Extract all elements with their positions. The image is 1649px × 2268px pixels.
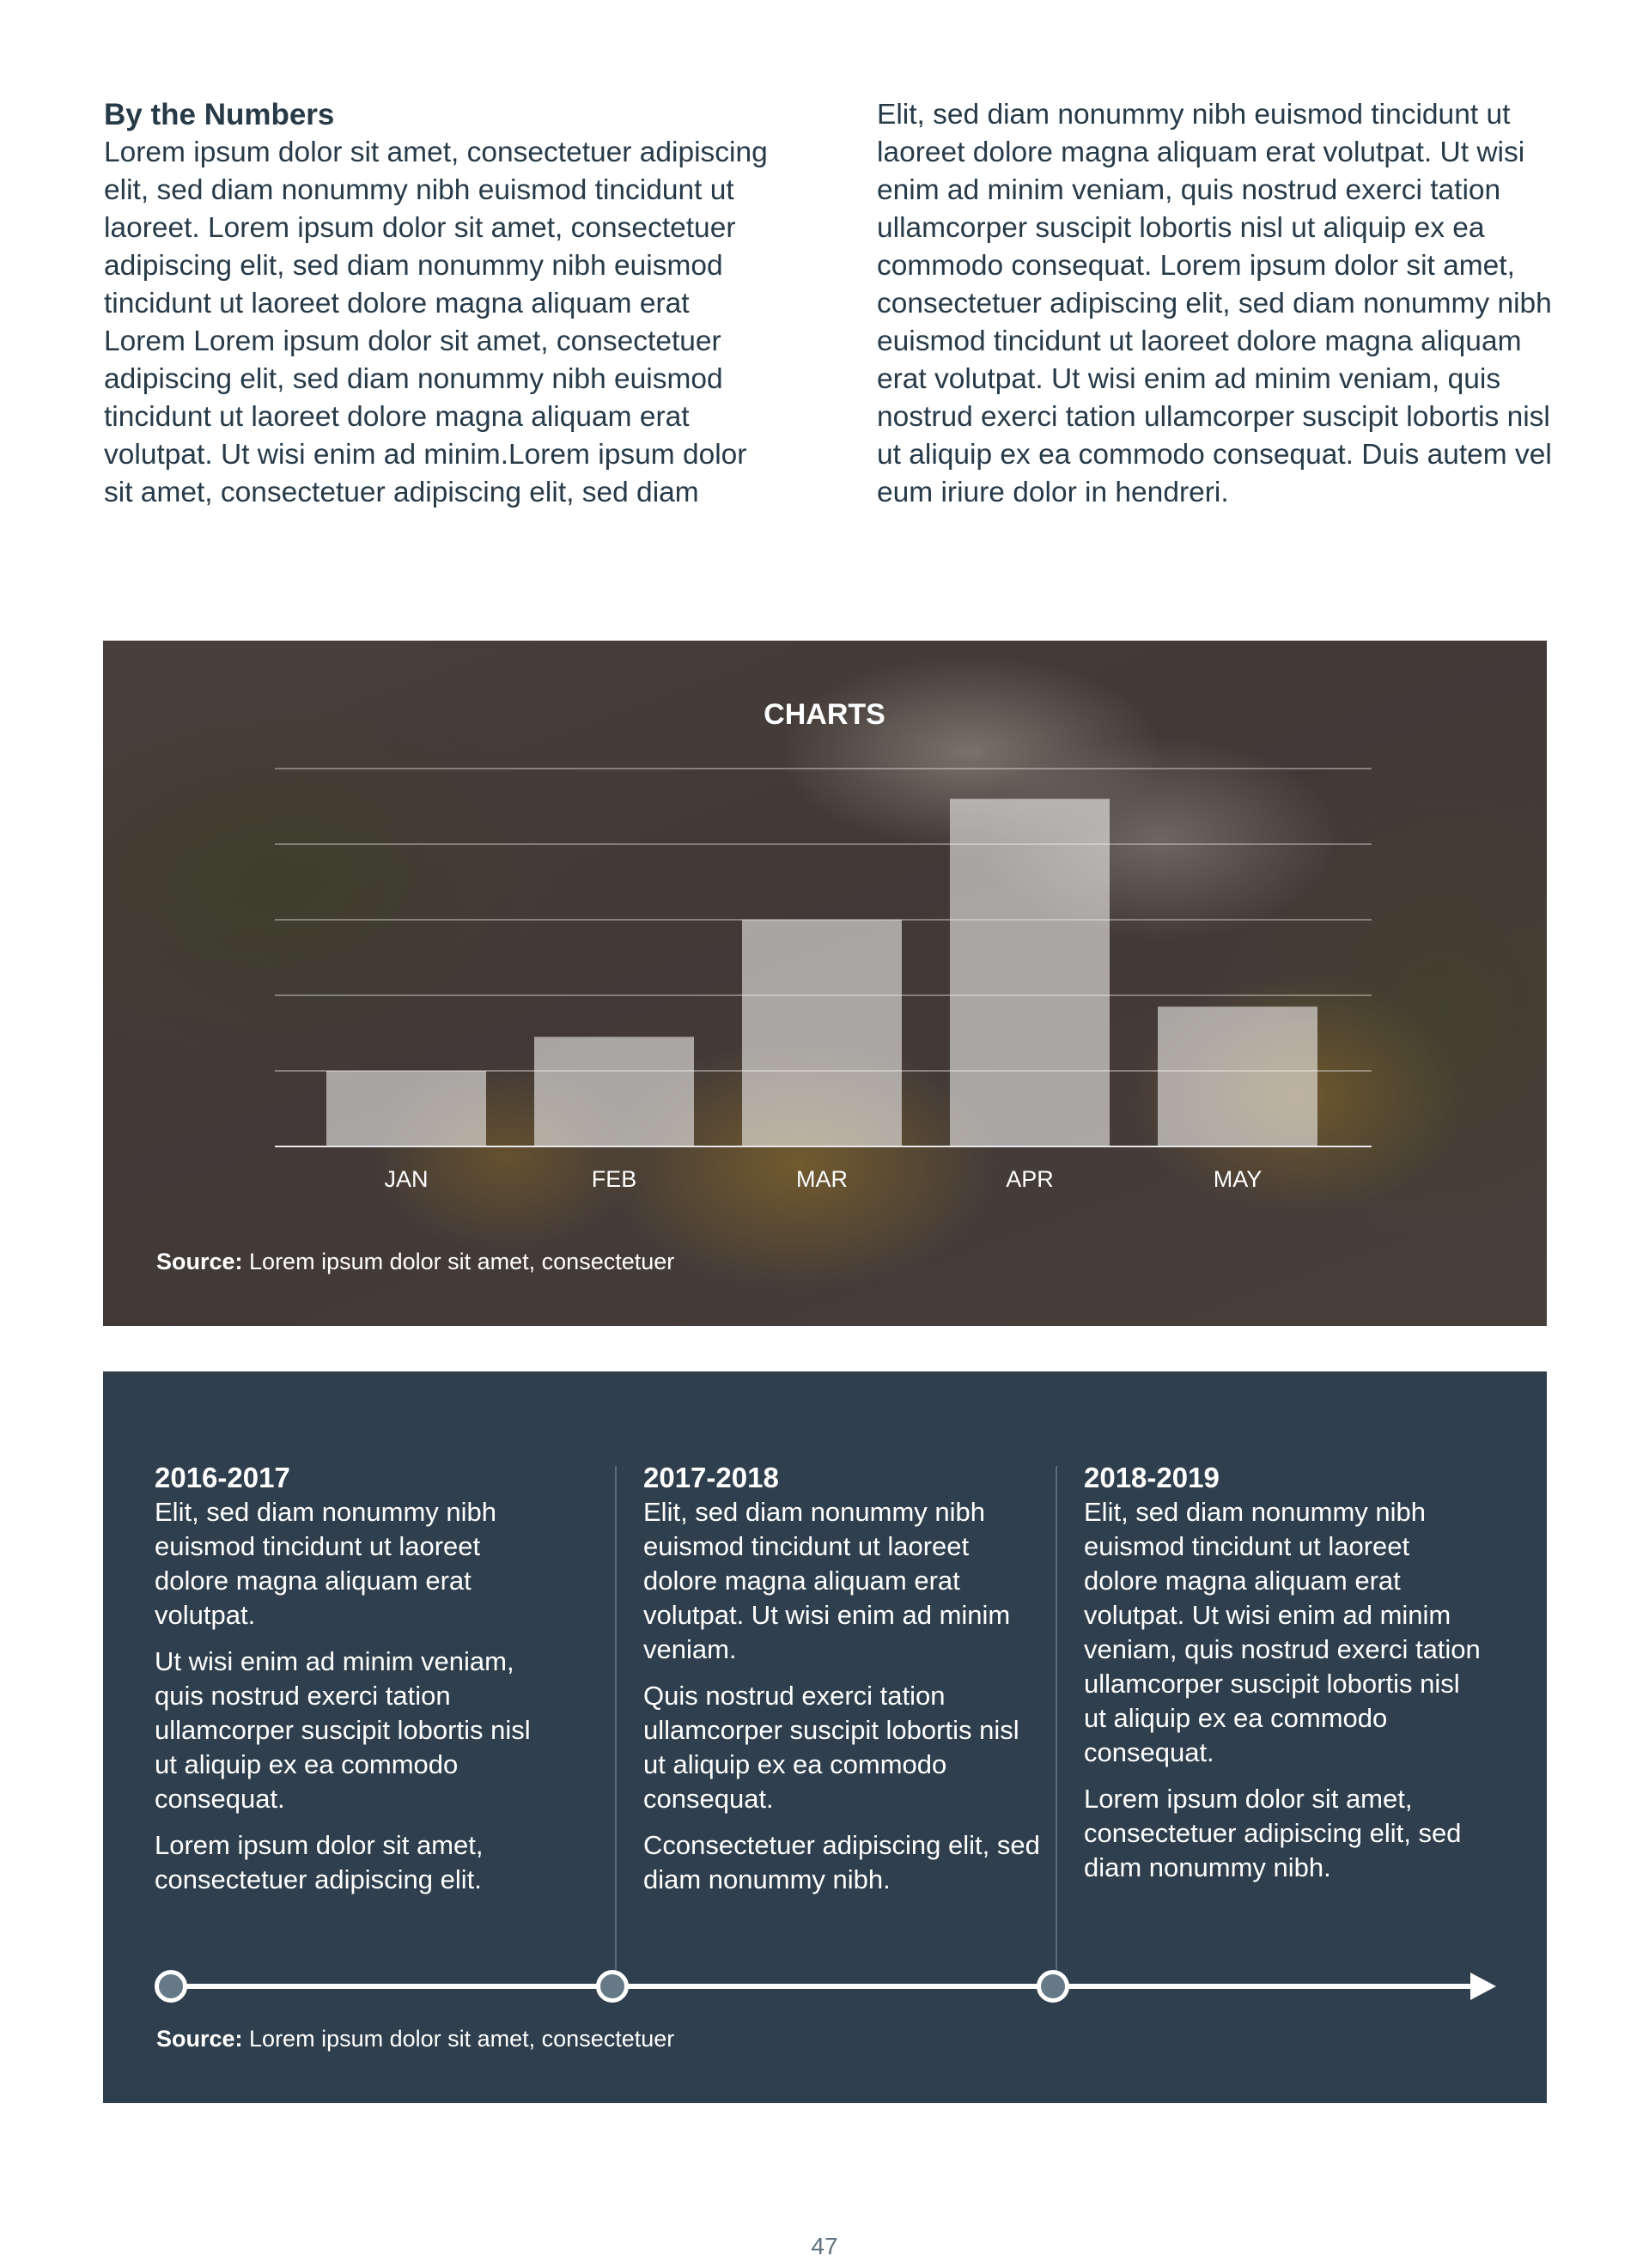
intro-left-column <box>104 96 774 512</box>
intro-left-paragraph: Lorem ipsum dolor sit amet, consectetuer adipiscing elit, sed diam nonummy nibh euismod tincidunt ut laoreet. Lorem ipsum dolor sit amet, consectetuer adipiscing elit, sed diam nonummy nibh euismod tincidunt ut laoreet dolore magna aliquam erat Lorem Lorem ipsum dolor sit amet, consectetuer adipiscing elit, sed diam nonummy nibh euismod tincidunt ut laoreet dolore magna aliquam erat volutpat. Ut wisi enim ad minim.Lorem ipsum dolor sit amet, consectetuer adipiscing elit, sed diam <box>104 137 768 508</box>
timeline-paragraph: Elit, sed diam nonummy nibh euismod tincidunt ut laoreet dolore magna aliquam erat volutpat. Ut wisi enim ad minim veniam, quis nostrud exerci tation ullamcorper suscipit lobortis nisl ut aliquip ex ea commodo consequat. <box>1084 1497 1481 1767</box>
timeline-divider <box>1056 1466 1057 1979</box>
timeline-column-3 <box>1084 1461 1488 1897</box>
chart-x-label-feb: FEB <box>591 1166 637 1192</box>
timeline-column-2 <box>643 1461 1047 1909</box>
chart-source-text: Lorem ipsum dolor sit amet, consectetuer <box>242 1249 675 1274</box>
timeline-marker <box>1037 1970 1069 2003</box>
chart-x-label-may: MAY <box>1213 1166 1263 1192</box>
chart-source-label: Source: <box>156 1249 243 1274</box>
timeline-paragraph: Lorem ipsum dolor sit amet, consectetuer adipiscing elit. <box>155 1830 484 1894</box>
chart-bar-feb <box>534 1037 694 1146</box>
chart-photo-panel <box>103 641 1547 1326</box>
timeline-source-text: Lorem ipsum dolor sit amet, consectetuer <box>242 2026 675 2052</box>
chart-title: CHARTS <box>764 698 885 731</box>
chart-bar-mar <box>742 920 902 1146</box>
timeline-marker <box>596 1970 629 2003</box>
chart-bar-jan <box>326 1071 486 1146</box>
timeline-paragraph: Quis nostrud exerci tation ullamcorper suscipit lobortis nisl ut aliquip ex ea commodo consequat. <box>643 1681 1019 1814</box>
chart-x-labels <box>384 1166 1262 1192</box>
chart-source <box>156 1247 674 1276</box>
chart-bars <box>326 799 1317 1146</box>
timeline-source <box>156 2024 674 2053</box>
timeline-paragraph: Elit, sed diam nonummy nibh euismod tincidunt ut laoreet dolore magna aliquam erat volutpat. Ut wisi enim ad minim veniam. <box>643 1497 1011 1664</box>
timeline-source-label: Source: <box>156 2026 243 2052</box>
timeline-panel <box>103 1371 1547 2103</box>
timeline-arrow-icon <box>1470 1973 1496 2000</box>
timeline-paragraph: Cconsectetuer adipiscing elit, sed diam nonummy nibh. <box>643 1830 1040 1894</box>
timeline-column-1 <box>155 1461 558 1909</box>
timeline-line <box>172 1984 1477 1989</box>
section-heading: By the Numbers <box>104 98 335 131</box>
timeline-paragraph: Lorem ipsum dolor sit amet, consectetuer adipiscing elit, sed diam nonummy nibh. <box>1084 1784 1462 1882</box>
timeline-paragraph: Elit, sed diam nonummy nibh euismod tincidunt ut laoreet dolore magna aliquam erat volutpat. <box>155 1497 497 1630</box>
chart-bar-apr <box>950 799 1110 1146</box>
intro-right-column <box>877 96 1555 512</box>
page-number: 47 <box>811 2233 838 2259</box>
timeline-year: 2017-2018 <box>643 1462 779 1493</box>
chart-bar-may <box>1158 1006 1317 1146</box>
intro-right-paragraph: Elit, sed diam nonummy nibh euismod tincidunt ut laoreet dolore magna aliquam erat volutpat. Ut wisi enim ad minim veniam, quis nostrud exerci tation ullamcorper suscipit lobortis nisl ut aliquip ex ea commodo consequat. Lorem ipsum dolor sit amet, consectetuer adipiscing elit, sed diam nonummy nibh euismod tincidunt ut laoreet dolore magna aliquam erat volutpat. Ut wisi enim ad minim veniam, quis nostrud exerci tation ullamcorper suscipit lobortis nisl ut aliquip ex ea commodo consequat. Duis autem vel eum iriure dolor in hendreri. <box>877 99 1552 508</box>
bar-chart <box>103 641 1547 1326</box>
chart-x-label-jan: JAN <box>384 1166 429 1192</box>
timeline-marker <box>155 1970 187 2003</box>
timeline-year: 2018-2019 <box>1084 1462 1220 1493</box>
timeline-paragraph: Ut wisi enim ad minim veniam, quis nostrud exerci tation ullamcorper suscipit lobortis nisl ut aliquip ex ea commodo consequat. <box>155 1646 531 1814</box>
chart-x-label-apr: APR <box>1006 1166 1054 1192</box>
chart-x-label-mar: MAR <box>796 1166 848 1192</box>
timeline-divider <box>615 1466 617 1979</box>
timeline-year: 2016-2017 <box>155 1462 290 1493</box>
